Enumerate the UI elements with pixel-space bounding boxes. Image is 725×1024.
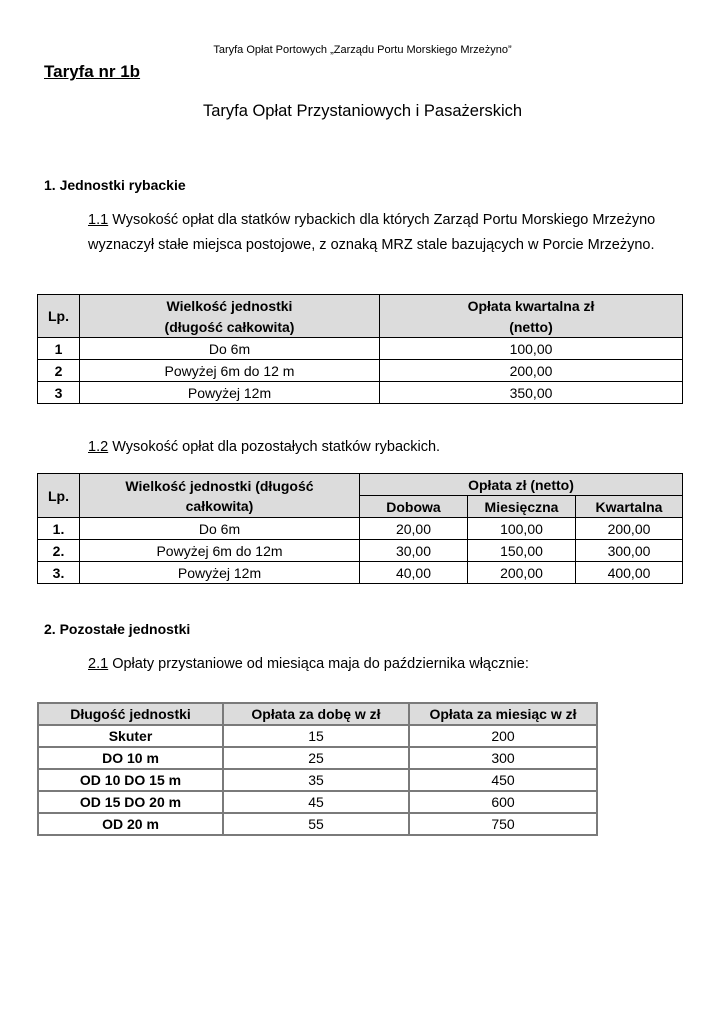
cell-quarterly: 300,00 <box>576 540 683 562</box>
cell-size: Do 6m <box>80 338 380 360</box>
table-fishing-other <box>37 473 683 584</box>
tariff-number: Taryfa nr 1b <box>44 62 141 81</box>
table-row <box>38 382 683 404</box>
cell-length: DO 10 m <box>38 747 223 769</box>
paragraph-1-1-text: Wysokość opłat dla statków rybackich dla których Zarząd Portu Morskiego Mrzeżyno wyznaczył stałe miejsca postojowe, z oznaką MRZ stale bazujących w Porcie Mrzeżyno. <box>88 212 656 253</box>
cell-monthly: 100,00 <box>468 518 576 540</box>
cell-daily: 15 <box>223 725 409 747</box>
paragraph-1-1 <box>88 208 688 258</box>
header-size-line2: całkowita) <box>185 497 254 514</box>
table-row <box>38 747 597 769</box>
cell-quarterly: 200,00 <box>576 518 683 540</box>
table-row <box>38 540 683 562</box>
paragraph-1-1-number: 1.1 <box>88 212 109 228</box>
header-fee: Opłata zł (netto) <box>360 474 683 496</box>
table-row <box>38 360 683 382</box>
cell-length: OD 10 DO 15 m <box>38 769 223 791</box>
header-size <box>80 474 360 518</box>
cell-daily: 20,00 <box>360 518 468 540</box>
cell-monthly: 750 <box>409 813 597 835</box>
header-fee-line2: (netto) <box>380 316 683 338</box>
table-row <box>38 518 683 540</box>
header-length: Długość jednostki <box>38 703 223 725</box>
cell-daily: 30,00 <box>360 540 468 562</box>
cell-lp: 3 <box>38 382 80 404</box>
cell-quarterly: 400,00 <box>576 562 683 584</box>
paragraph-1-2-number: 1.2 <box>88 439 109 455</box>
cell-size: Powyżej 6m do 12 m <box>80 360 380 382</box>
cell-monthly: 200 <box>409 725 597 747</box>
cell-size: Powyżej 6m do 12m <box>80 540 360 562</box>
paragraph-2-1-text: Opłaty przystaniowe od miesiąca maja do października włącznie: <box>108 656 529 672</box>
header-fee-line1: Opłata kwartalna zł <box>380 295 683 317</box>
cell-lp: 2 <box>38 360 80 382</box>
cell-length: OD 15 DO 20 m <box>38 791 223 813</box>
cell-monthly: 150,00 <box>468 540 576 562</box>
header-quarterly: Kwartalna <box>576 496 683 518</box>
cell-size: Powyżej 12m <box>80 562 360 584</box>
table-row <box>38 813 597 835</box>
cell-monthly: 300 <box>409 747 597 769</box>
cell-length: OD 20 m <box>38 813 223 835</box>
section-1-heading: 1. Jednostki rybackie <box>44 177 186 193</box>
cell-daily: 40,00 <box>360 562 468 584</box>
cell-fee: 100,00 <box>380 338 683 360</box>
header-monthly: Opłata za miesiąc w zł <box>409 703 597 725</box>
header-size-line1: Wielkość jednostki (długość <box>125 477 314 494</box>
table-row <box>38 562 683 584</box>
cell-length: Skuter <box>38 725 223 747</box>
table-row <box>38 338 683 360</box>
cell-daily: 25 <box>223 747 409 769</box>
cell-monthly: 200,00 <box>468 562 576 584</box>
cell-lp: 1 <box>38 338 80 360</box>
paragraph-2-1-number: 2.1 <box>88 656 109 672</box>
cell-fee: 350,00 <box>380 382 683 404</box>
table-row <box>38 769 597 791</box>
cell-monthly: 600 <box>409 791 597 813</box>
cell-lp: 1. <box>38 518 80 540</box>
document-title: Taryfa Opłat Przystaniowych i Pasażerskich <box>202 102 523 120</box>
cell-daily: 35 <box>223 769 409 791</box>
cell-daily: 45 <box>223 791 409 813</box>
cell-fee: 200,00 <box>380 360 683 382</box>
header-lp: Lp. <box>38 474 80 518</box>
header-size-line1: Wielkość jednostki <box>80 295 380 317</box>
table-fishing-fixed-berths <box>37 294 683 404</box>
document-header: Taryfa Opłat Portowych „Zarządu Portu Morskiego Mrzeżyno” <box>213 44 512 56</box>
section-2-heading: 2. Pozostałe jednostki <box>44 621 191 637</box>
cell-daily: 55 <box>223 813 409 835</box>
header-size-line2: (długość całkowita) <box>80 316 380 338</box>
header-daily: Dobowa <box>360 496 468 518</box>
cell-size: Do 6m <box>80 518 360 540</box>
table-row <box>38 791 597 813</box>
table-row <box>38 725 597 747</box>
paragraph-1-2 <box>88 435 688 460</box>
paragraph-2-1 <box>88 652 688 677</box>
cell-monthly: 450 <box>409 769 597 791</box>
header-daily: Opłata za dobę w zł <box>223 703 409 725</box>
cell-lp: 2. <box>38 540 80 562</box>
paragraph-1-2-text: Wysokość opłat dla pozostałych statków rybackich. <box>108 439 441 455</box>
cell-lp: 3. <box>38 562 80 584</box>
header-lp: Lp. <box>38 295 80 338</box>
table-other-units <box>37 702 598 836</box>
cell-size: Powyżej 12m <box>80 382 380 404</box>
header-monthly: Miesięczna <box>468 496 576 518</box>
